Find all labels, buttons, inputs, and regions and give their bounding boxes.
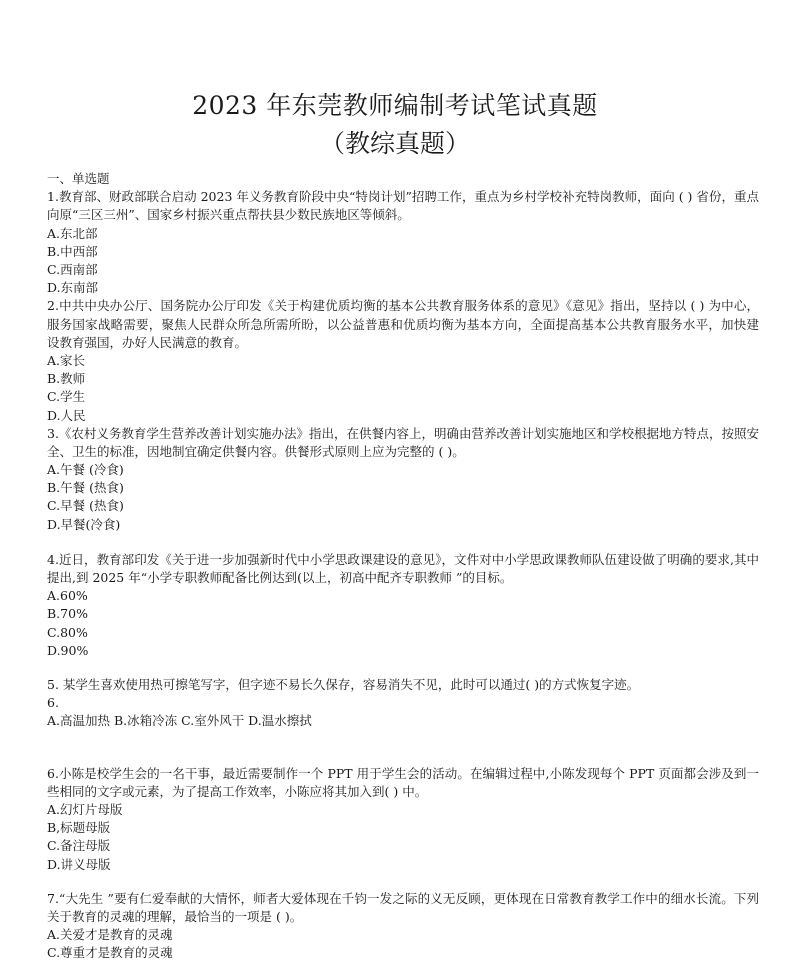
document-subtitle: （教综真题） bbox=[319, 129, 470, 158]
question-4-option-c: C.80% bbox=[47, 624, 88, 640]
question-1-option-b: B.中西部 bbox=[47, 243, 98, 259]
question-6-option-c: C.备注母版 bbox=[47, 838, 111, 854]
question-2-option-c: C.学生 bbox=[47, 389, 86, 405]
question-7-option-a: A.关爱才是教育的灵魂 bbox=[47, 927, 173, 943]
question-2-option-a: A.家长 bbox=[47, 352, 86, 368]
question-6-option-d: D.讲义母版 bbox=[47, 856, 111, 872]
question-5-extra: 6. bbox=[47, 695, 59, 711]
question-1-option-d: D.东南部 bbox=[47, 280, 99, 296]
question-4-option-a: A.60% bbox=[47, 588, 88, 604]
spacer bbox=[47, 874, 759, 890]
question-1-stem: 1.教育部、财政部联合启动 2023 年义务教育阶段中央“特岗计划”招聘工作，重点为乡村学校补充特岗教师，面向 ( ) 省份，重点向原“三区三州”、国家乡村振兴重点帮扶县少数民族地区等倾斜。 bbox=[47, 189, 759, 223]
question-5-options: A.高温加热 B.冰箱冷冻 C.室外风干 D.温水擦拭 bbox=[47, 713, 312, 729]
question-7-option-c: C.尊重才是教育的灵魂 bbox=[47, 945, 173, 961]
question-2-option-b: B.教师 bbox=[47, 371, 86, 387]
question-6-option-b: B,标题母版 bbox=[47, 820, 111, 836]
question-2-stem: 2.中共中央办公厅、国务院办公厅印发《关于构建优质均衡的基本公共教育服务体系的意见》《意见》指出，坚持以 ( ) 为中心，服务国家战略需要，聚焦人民群众所急所需所盼，以公益普惠和优质均衡为基本方向，全面提高基本公共教育服务水平，加快建设教育强国，办好人民满意的教育。 bbox=[47, 298, 759, 350]
spacer bbox=[47, 731, 759, 765]
question-1-option-c: C.西南部 bbox=[47, 261, 98, 277]
question-3-option-d: D.早餐(冷食) bbox=[47, 516, 121, 532]
spacer bbox=[47, 534, 759, 551]
question-4-stem: 4.近日，教育部印发《关于进一步加强新时代中小学思政课建设的意见》，文件对中小学思政课教师队伍建设做了明确的要求,其中提出,到 2025 年“小学专职教师配备比例达到(以上，初高中配齐专职教师 ”的目标。 bbox=[47, 551, 759, 586]
question-6-stem: 6.小陈是校学生会的一名干事，最近需要制作一个 PPT 用于学生会的活动。在编辑过程中,小陈发现每个 PPT 页面都会涉及到一些相同的文字或元素，为了提高工作效率，小陈应将其加入到( ) 中。 bbox=[47, 765, 759, 799]
question-5-stem: 5. 某学生喜欢使用热可擦笔写字，但字迹不易长久保存，容易消失不见，此时可以通过( )的方式恢复字迹。 bbox=[47, 677, 640, 693]
question-4-option-d: D.90% bbox=[47, 642, 89, 658]
spacer bbox=[47, 660, 759, 676]
question-2-option-d: D.人民 bbox=[47, 407, 86, 423]
section-heading: 一、单选题 bbox=[47, 171, 110, 186]
question-3-stem: 3.《农村义务教育学生营养改善计划实施办法》指出，在供餐内容上，明确由营养改善计划实施地区和学校根据地方特点，按照安全、卫生的标准，因地制宜确定供餐内容。供餐形式原则上应为完整的 ( )。 bbox=[47, 425, 759, 459]
question-4-option-b: B.70% bbox=[47, 606, 88, 622]
document-title: 2023 年东莞教师编制考试笔试真题 bbox=[192, 91, 598, 120]
question-6-option-a: A.幻灯片母版 bbox=[47, 802, 123, 817]
question-7-stem: 7.“大先生 ”要有仁爱奉献的大情怀，师者大爱体现在千钧一发之际的义无反顾，更体现在日常教育教学工作中的细水长流。下列关于教育的灵魂的理解，最恰当的一项是 ( )。 bbox=[47, 890, 759, 924]
question-list bbox=[47, 170, 759, 963]
question-3-option-b: B.午餐 (热食) bbox=[47, 480, 124, 496]
question-3-option-a: A.午餐 (冷食) bbox=[47, 462, 124, 478]
question-3-option-c: C.早餐 (热食) bbox=[47, 498, 124, 514]
question-1-option-a: A.东北部 bbox=[47, 225, 98, 241]
